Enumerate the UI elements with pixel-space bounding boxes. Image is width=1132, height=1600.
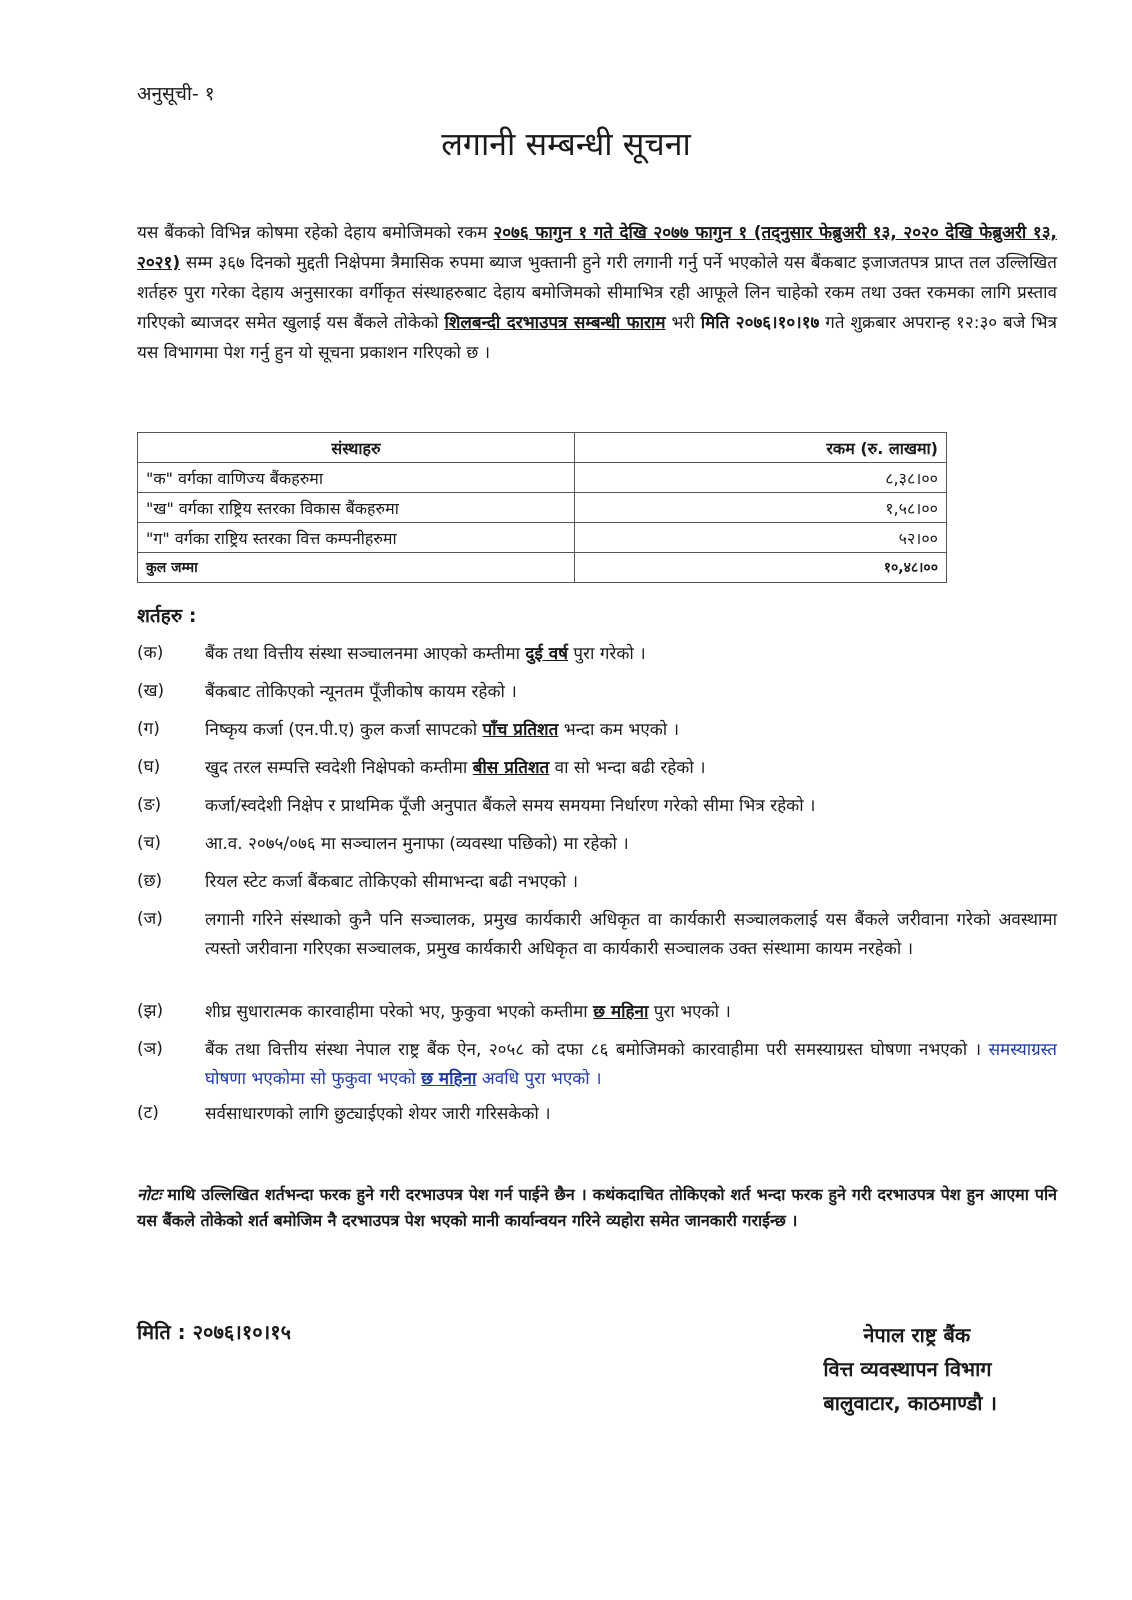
condition-text-part: बैंक तथा वित्तीय संस्था सञ्चालनमा आएको कम्तीमा	[205, 644, 526, 664]
annex-label: अनुसूची- १	[137, 83, 215, 105]
amount-cell: ८,३८।००	[575, 463, 947, 493]
condition-marker: (ज)	[137, 909, 163, 929]
submission-deadline: मिति २०७६।१०।१७	[700, 313, 820, 333]
condition-text-highlight: अवधि पुरा भएको ।	[476, 1069, 602, 1089]
department-name: वित्त व्यवस्थापन विभाग	[823, 1357, 992, 1381]
condition-text-part: कर्जा/स्वदेशी निक्षेप र प्राथमिक पूँजी अनुपात बैंकले समय समयमा निर्धारण गरेको सीमा भित्र रहेको ।	[205, 796, 816, 816]
intro-text-1: यस बैंकको विभिन्न कोषमा रहेको देहाय बमोजिमको रकम	[137, 223, 494, 243]
condition-text-part: शीघ्र सुधारात्मक कारवाहीमा परेको भए, फुकुवा भएको कम्तीमा	[205, 1002, 594, 1022]
condition-emphasis: छ महिना	[421, 1069, 477, 1089]
issue-date: मिति : २०७६।१०।१५	[137, 1320, 292, 1344]
condition-text	[205, 754, 1057, 783]
condition-text	[205, 1036, 1057, 1094]
condition-text-highlight: समस्याग्रस्त घोषणा भएकोमा सो फुकुवा भएको	[205, 1040, 1057, 1089]
condition-text-part: खुद तरल सम्पत्ति स्वदेशी निक्षेपको कम्तीमा	[205, 758, 473, 778]
condition-marker: (क)	[137, 643, 164, 663]
bid-form-name: शिलबन्दी दरभाउपत्र सम्बन्धी फाराम	[444, 313, 666, 333]
condition-text	[205, 1100, 1057, 1129]
condition-text	[205, 906, 1057, 964]
condition-marker: (ख)	[137, 681, 165, 701]
amount-cell: १,५८।००	[575, 493, 947, 523]
table-row	[138, 493, 947, 523]
condition-emphasis: दुई वर्ष	[525, 644, 568, 664]
condition-text	[205, 678, 1057, 707]
investment-period: २०७६ फागुन १ गते देखि २०७७ फागुन १ (तद्नुसार फेब्रुअरी १३, २०२० देखि फेब्रुअरी १३, २०२१)	[137, 223, 1057, 273]
table-row	[138, 523, 947, 553]
condition-marker: (ट)	[137, 1103, 159, 1123]
intro-paragraph	[137, 218, 1057, 368]
investment-table	[137, 432, 947, 583]
note-label: नोटः	[137, 1185, 162, 1204]
condition-marker: (छ)	[137, 871, 163, 891]
total-amount: १०,४८।००	[575, 553, 947, 583]
table-row	[138, 463, 947, 493]
condition-text-part: भन्दा कम भएको ।	[558, 720, 680, 740]
signature-block	[823, 1318, 997, 1420]
condition-text-part: वा सो भन्दा बढी रहेको ।	[549, 758, 706, 778]
condition-text	[205, 792, 1057, 821]
condition-text-part: बैंक तथा वित्तीय संस्था नेपाल राष्ट्र बैंक ऐन, २०५८ को दफा ८६ बमोजिमको कारवाहीमा परी समस्याग्रस्त घोषणा नभएको ।	[205, 1040, 989, 1060]
bank-name: नेपाल राष्ट्र बैंक	[863, 1323, 971, 1347]
condition-text	[205, 716, 1057, 745]
amount-cell: ५२।००	[575, 523, 947, 553]
institution-cell: "ख" वर्गका राष्ट्रिय स्तरका विकास बैंकहरुमा	[138, 493, 575, 523]
total-label: कुल जम्मा	[138, 553, 575, 583]
table-total-row	[138, 553, 947, 583]
condition-text-part: लगानी गरिने संस्थाको कुनै पनि सञ्चालक, प्रमुख कार्यकारी अधिकृत वा कार्यकारी सञ्चालकलाई यस बैंकले जरीवाना गरेको अवस्थामा त्यस्तो जरीवाना गरिएका सञ्चालक, प्रमुख कार्यकारी अधिकृत वा कार्यकारी सञ्चालक उक्त संस्थामा कायम नरहेको ।	[205, 910, 1057, 959]
institution-cell: "क" वर्गका वाणिज्य बैंकहरुमा	[138, 463, 575, 493]
condition-text-part: रियल स्टेट कर्जा बैंकबाट तोकिएको सीमाभन्दा बढी नभएको ।	[205, 872, 579, 892]
condition-marker: (ग)	[137, 719, 160, 739]
condition-text-part: निष्कृय कर्जा (एन.पी.ए) कुल कर्जा सापटको	[205, 720, 483, 740]
condition-text-part: बैंकबाट तोकिएको न्यूनतम पूँजीकोष कायम रहेको ।	[205, 682, 517, 702]
condition-emphasis: पाँच प्रतिशत	[482, 720, 559, 740]
condition-marker: (झ)	[137, 1001, 164, 1021]
condition-marker: (ञ)	[137, 1039, 163, 1059]
note-text: माथि उल्लिखित शर्तभन्दा फरक हुने गरी दरभाउपत्र पेश गर्न पाईने छैन । कथंकदाचित तोकिएको शर्त भन्दा फरक हुने गरी दरभाउपत्र पेश हुन आएमा पनि यस बैंकले तोकेको शर्त बमोजिम नै दरभाउपत्र पेश भएको मानी कार्यान्वयन गरिने व्यहोरा समेत जानकारी गराईन्छ ।	[137, 1185, 1057, 1230]
intro-text-4: गते शुक्रबार अपरान्ह १२:३० बजे भित्र यस विभागमा पेश गर्नु हुन यो सूचना प्रकाशन गरिएको छ ।	[137, 313, 1057, 363]
condition-emphasis: बीस प्रतिशत	[472, 758, 550, 778]
condition-text-part: पुरा गरेको ।	[568, 644, 646, 664]
condition-marker: (च)	[137, 833, 162, 853]
condition-text-part: आ.व. २०७५/०७६ मा सञ्चालन मुनाफा (व्यवस्था पछिको) मा रहेको ।	[205, 834, 629, 854]
condition-text-part: सर्वसाधारणको लागि छुट्याईएको शेयर जारी गरिसकेको ।	[205, 1104, 551, 1124]
address: बालुवाटार, काठमाण्डौ ।	[823, 1391, 997, 1415]
page-title: लगानी सम्बन्धी सूचना	[441, 125, 691, 163]
note-paragraph	[137, 1182, 1057, 1234]
condition-text-part: पुरा भएको ।	[648, 1002, 731, 1022]
condition-marker: (घ)	[137, 757, 161, 777]
condition-emphasis: छ महिना	[593, 1002, 649, 1022]
intro-text-3: भरी	[665, 313, 701, 333]
condition-text	[205, 830, 1057, 859]
institution-cell: "ग" वर्गका राष्ट्रिय स्तरका वित्त कम्पनीहरुमा	[138, 523, 575, 553]
intro-text-2: सम्म ३६७ दिनको मुद्दती निक्षेपमा त्रैमासिक रुपमा ब्याज भुक्तानी हुने गरी लगानी गर्नु पर्ने भएकोले यस बैंकबाट इजाजतपत्र प्राप्त तल उल्लिखित शर्तहरु पुरा गरेका देहाय अनुसारका वर्गीकृत संस्थाहरुबाट देहाय बमोजिमको सीमाभित्र रही आफूले लिन चाहेको रकम तथा उक्त रकमका लागि प्रस्ताव गरिएको ब्याजदर समेत खुलाई यस बैंकले तोकेको	[137, 253, 1057, 333]
table-header-row	[138, 433, 947, 463]
condition-text	[205, 998, 1057, 1027]
condition-text	[205, 868, 1057, 897]
header-institutions: संस्थाहरु	[138, 433, 575, 463]
condition-text	[205, 640, 1057, 669]
conditions-heading: शर्तहरु :	[137, 605, 197, 627]
condition-marker: (ङ)	[137, 795, 162, 815]
header-amount: रकम (रु. लाखमा)	[575, 433, 947, 463]
